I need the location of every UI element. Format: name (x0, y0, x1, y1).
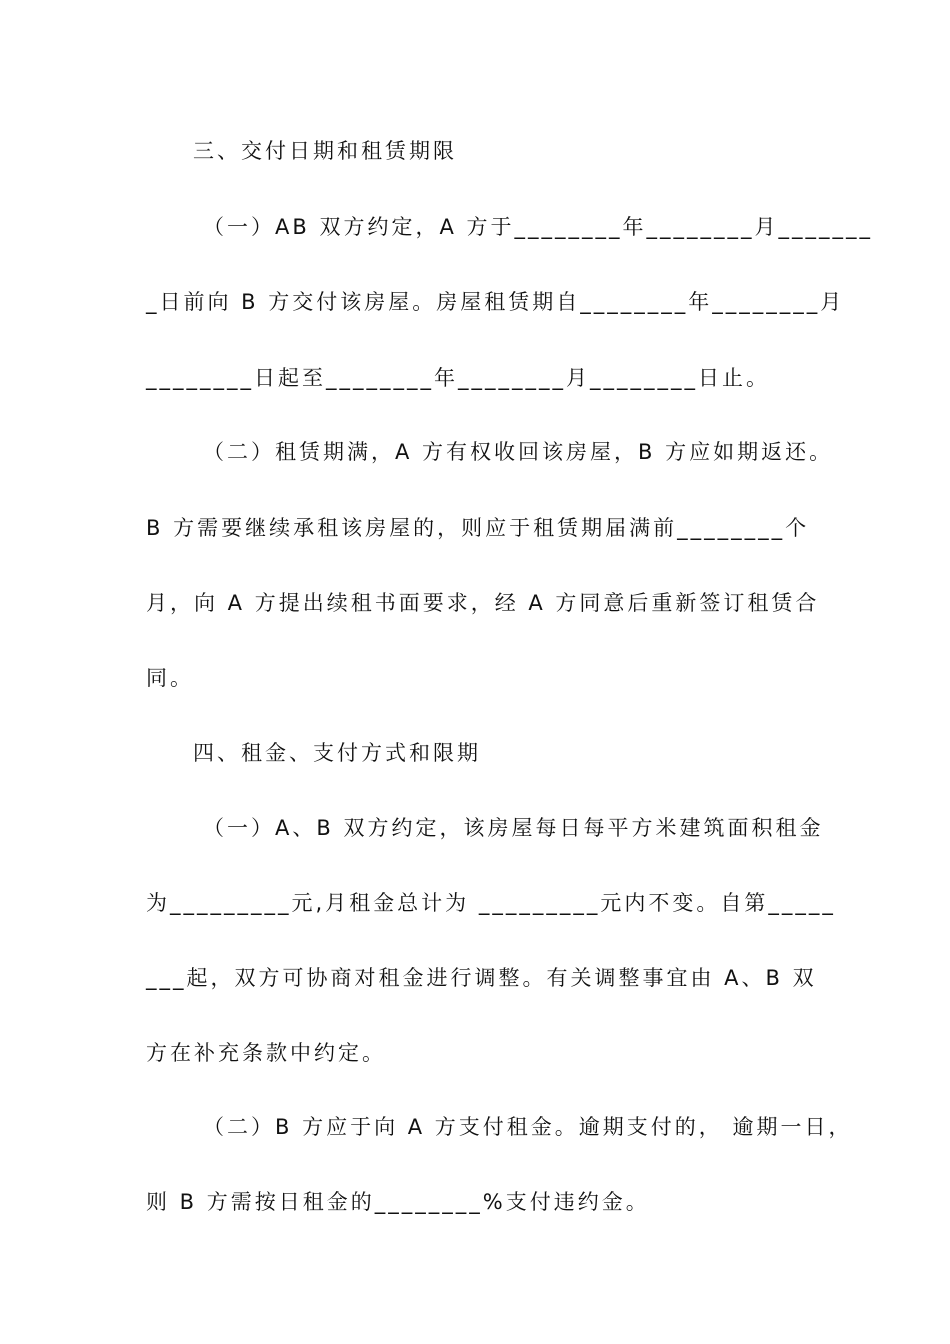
paragraph-line: （二）租赁期满，A 方有权收回该房屋，B 方应如期返还。 (203, 440, 834, 464)
paragraph-line: 月，向 A 方提出续租书面要求，经 A 方同意后重新签订租赁合 (146, 591, 820, 615)
paragraph-line: （一）AB 双方约定，A 方于________年________月_______ (203, 215, 873, 239)
paragraph-line: 为_________元,月租金总计为 _________元内不变。自第_____ (146, 891, 836, 915)
paragraph-line: ________日起至________年________月________日止。 (146, 366, 770, 390)
paragraph-line: ___起，双方可协商对租金进行调整。有关调整事宜由 A、B 双 (146, 966, 817, 990)
section-heading-delivery-and-term: 三、交付日期和租赁期限 (193, 139, 457, 163)
paragraph-line: （一）A、B 双方约定，该房屋每日每平方米建筑面积租金 (203, 816, 824, 840)
paragraph-line: _日前向 B 方交付该房屋。房屋租赁期自________年________月 (146, 290, 845, 314)
paragraph-line: 方在补充条款中约定。 (146, 1041, 386, 1065)
paragraph-line: 则 B 方需按日租金的________%支付违约金。 (146, 1190, 650, 1214)
paragraph-line: （二）B 方应于向 A 方支付租金。逾期支付的， 逾期一日， (203, 1115, 853, 1139)
paragraph-line: 同。 (146, 666, 194, 690)
paragraph-line: B 方需要继续承租该房屋的，则应于租赁期届满前________个 (146, 516, 810, 540)
section-heading-rent-and-payment: 四、租金、支付方式和限期 (193, 741, 481, 765)
